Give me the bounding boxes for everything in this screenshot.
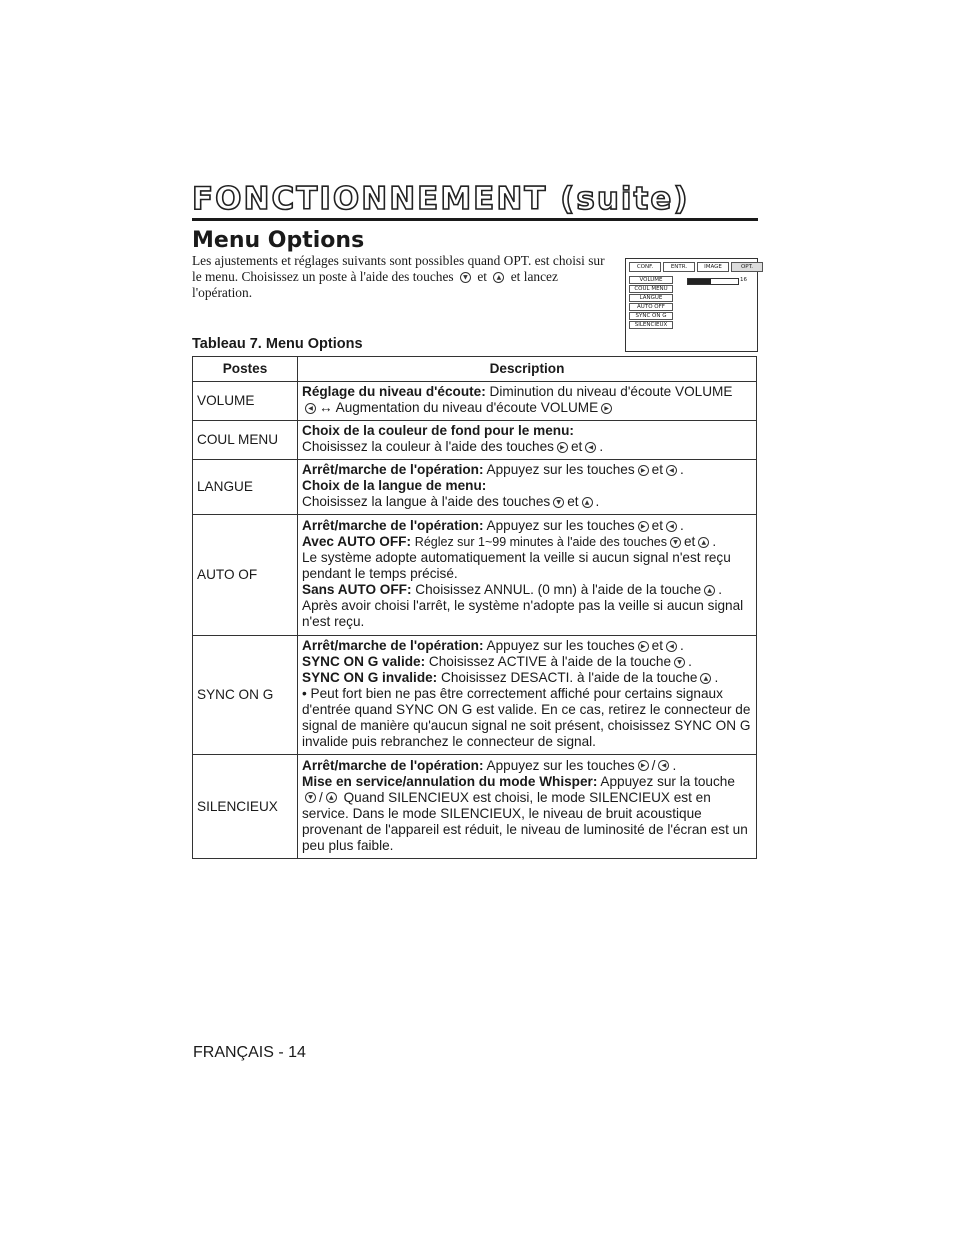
header-description: Description xyxy=(298,357,757,382)
row-name: LANGUE xyxy=(193,460,298,515)
text: Augmentation du niveau d'écoute VOLUME xyxy=(335,400,599,415)
osd-tab-entr: ENTR. xyxy=(663,262,695,272)
arrow-right-icon: ▶ xyxy=(601,403,612,414)
text: et xyxy=(651,518,663,533)
text: Quand SILENCIEUX est choisi, le mode SILENCIEUX est en service. Dans le mode SILENCIEUX, le niveau de bruit acoustique provenant de l'appareil est réduit, le niveau de luminosité de l'écran est un peu plus faible. xyxy=(302,789,748,853)
section-title: Menu Options xyxy=(192,228,365,253)
text: / xyxy=(319,789,323,805)
table-row xyxy=(193,515,757,636)
osd-item-langue: LANGUE xyxy=(629,294,673,302)
arrow-up-icon: ▲ xyxy=(582,497,593,508)
row-description: Arrêt/marche de l'opération: Appuyez sur les touches ▶ et ◀ . SYNC ON G valide: Choisissez ACTIVE à l'aide de la touche ▼ . SYNC ON G invalide: Choisissez DESACTI. à l'aide de la touche ▲ . • Peut fort bien ne pas être correctement affiché pour certains signaux d'entrée quand SYNC ON G est valide. En ce cas, retirez le connecteur de signal de manière qu'aucun signal ne soit présent, choisissez SYNC ON G invalide puis rebranchez le connecteur de signal. xyxy=(298,636,757,755)
text: Choisissez la couleur à l'aide des touches xyxy=(302,439,554,454)
osd-tab-opt: OPT. xyxy=(731,262,763,272)
arrow-right-icon: ▶ xyxy=(638,641,649,652)
row-name: SILENCIEUX xyxy=(193,755,298,859)
bold-label: Choix de la langue de menu: xyxy=(302,478,487,493)
text: et xyxy=(651,462,663,477)
text: / xyxy=(651,757,656,773)
arrow-right-icon: ▶ xyxy=(638,521,649,532)
arrow-up-icon: ▲ xyxy=(704,585,715,596)
row-description: Arrêt/marche de l'opération: Appuyez sur les touches ▶ et ◀ . Avec AUTO OFF: Réglez sur 1~99 minutes à l'aide des touches ▼ et ▲ . Le système adopte automatiquement la veille si aucun signal n'est reçu pendant le temps précisé. Sans AUTO OFF: Choisissez ANNUL. (0 mn) à l'aide de la touche ▲ . Après avoir choisi l'arrêt, le système n'adopte pas la veille si aucun signal n'est reçu. xyxy=(298,515,757,636)
intro-text-2: et lancez l'opération. xyxy=(192,269,558,300)
bold-label: Avec AUTO OFF: xyxy=(302,534,412,549)
intro-text-1: Les ajustements et réglages suivants sont possibles quand OPT. est choisi sur le menu. Choisissez un poste à l'aide des touches xyxy=(192,253,605,284)
osd-tab-conf: CONF. xyxy=(629,262,661,272)
text: Appuyez sur les touches xyxy=(486,518,635,533)
bold-label: Mise en service/annulation du mode Whisper: xyxy=(302,773,598,789)
osd-volume-value: 16 xyxy=(740,277,747,283)
options-table xyxy=(192,356,757,859)
page-title: FONCTIONNEMENT (suite) xyxy=(192,181,690,217)
osd-item-auto-off: AUTO OFF xyxy=(629,303,673,311)
osd-item-volume: VOLUME xyxy=(629,276,673,284)
arrow-up-icon: ▲ xyxy=(493,272,504,283)
arrow-up-icon: ▲ xyxy=(326,792,337,803)
bold-label: Réglage du niveau d'écoute: xyxy=(302,384,486,399)
row-description: Arrêt/marche de l'opération: Appuyez sur les touches ▶ / ◀ . Mise en service/annulation du mode Whisper: Appuyez sur la touche ▼ / ▲ Quand SILENCIEUX est choisi, le mode SILENCIEUX est en service. Dans le mode SILENCIEUX, le niveau de bruit acoustique provenant de l'appareil est réduit, le niveau de luminosité de l'écran est un peu plus faible. xyxy=(298,755,757,859)
text: Le système adopte automatiquement la veille si aucun signal n'est reçu pendant le temps précisé. xyxy=(302,550,731,581)
text: et xyxy=(567,494,579,509)
arrow-down-icon: ▼ xyxy=(670,537,681,548)
arrow-up-icon: ▲ xyxy=(698,537,709,548)
table-caption: Tableau 7. Menu Options xyxy=(192,336,363,352)
bold-label: SYNC ON G invalide: xyxy=(302,670,438,685)
table-row xyxy=(193,755,757,859)
row-name: COUL MENU xyxy=(193,421,298,460)
text: Appuyez sur les touches xyxy=(486,757,635,773)
table-header-row xyxy=(193,357,757,382)
arrow-left-icon: ◀ xyxy=(666,641,677,652)
row-description: Choix de la couleur de fond pour le menu: Choisissez la couleur à l'aide des touches ▶ et ◀ . xyxy=(298,421,757,460)
text: Choisissez ANNUL. (0 mn) à l'aide de la touche xyxy=(415,582,702,597)
osd-item-coul-menu: COUL MENU xyxy=(629,285,673,293)
text: Diminution du niveau d'écoute VOLUME xyxy=(489,384,733,399)
osd-menu-illustration xyxy=(625,258,758,352)
text: Appuyez sur les touches xyxy=(486,638,635,653)
osd-volume-bar xyxy=(687,278,739,285)
osd-tab-image: IMAGE xyxy=(697,262,729,272)
table-row xyxy=(193,460,757,515)
table-row xyxy=(193,421,757,460)
intro-paragraph xyxy=(192,253,612,301)
text: • Peut fort bien ne pas être correctement affiché pour certains signaux d'entrée quand SYNC ON G est valide. En ce cas, retirez le connecteur de signal de manière qu'aucun signal ne soit présent, choisissez SYNC ON G invalide puis rebranchez le connecteur de signal. xyxy=(302,686,751,749)
bold-label: Choix de la couleur de fond pour le menu: xyxy=(302,423,574,438)
text: Choisissez ACTIVE à l'aide de la touche xyxy=(428,654,672,669)
bold-label: Arrêt/marche de l'opération: xyxy=(302,638,484,653)
arrow-left-icon: ◀ xyxy=(305,403,316,414)
arrow-down-icon: ▼ xyxy=(553,497,564,508)
arrow-right-icon: ▶ xyxy=(638,760,649,771)
bold-label: Arrêt/marche de l'opération: xyxy=(302,462,484,477)
text: Réglez sur 1~99 minutes à l'aide des touches xyxy=(414,535,667,549)
header-postes: Postes xyxy=(193,357,298,382)
bold-label: Sans AUTO OFF: xyxy=(302,582,412,597)
text: Choisissez la langue à l'aide des touches xyxy=(302,494,551,509)
row-description: Réglage du niveau d'écoute: Diminution du niveau d'écoute VOLUME ◀ ↔ Augmentation du niveau d'écoute VOLUME ▶ xyxy=(298,382,757,421)
arrow-left-icon: ◀ xyxy=(585,442,596,453)
arrow-right-icon: ▶ xyxy=(638,465,649,476)
text: Appuyez sur les touches xyxy=(486,462,635,477)
text: et xyxy=(684,534,696,549)
row-description: Arrêt/marche de l'opération: Appuyez sur les touches ▶ et ◀ . Choix de la langue de menu: Choisissez la langue à l'aide des touches ▼ et ▲ . xyxy=(298,460,757,515)
title-rule xyxy=(192,218,758,221)
arrow-down-icon: ▼ xyxy=(305,792,316,803)
arrow-up-icon: ▲ xyxy=(700,673,711,684)
page-footer: FRANÇAIS - 14 xyxy=(193,1044,306,1061)
text: Après avoir choisi l'arrêt, le système n'adopte pas la veille si aucun signal n'est reçu. xyxy=(302,598,744,629)
bold-label: Arrêt/marche de l'opération: xyxy=(302,518,484,533)
arrow-down-icon: ▼ xyxy=(460,272,471,283)
table-row xyxy=(193,636,757,755)
row-name: SYNC ON G xyxy=(193,636,298,755)
arrow-left-icon: ◀ xyxy=(666,465,677,476)
arrow-down-icon: ▼ xyxy=(674,657,685,668)
text: et xyxy=(570,439,583,454)
row-name: AUTO OF xyxy=(193,515,298,636)
text: et xyxy=(651,638,663,653)
arrow-left-icon: ◀ xyxy=(666,521,677,532)
osd-item-silencieux: SILENCIEUX xyxy=(629,321,673,329)
table-row xyxy=(193,382,757,421)
intro-and: et xyxy=(477,269,488,284)
arrow-right-icon: ▶ xyxy=(557,442,568,453)
row-name: VOLUME xyxy=(193,382,298,421)
osd-item-sync-on-g: SYNC ON G xyxy=(629,312,673,320)
bold-label: Arrêt/marche de l'opération: xyxy=(302,757,484,773)
osd-volume-fill xyxy=(688,279,711,284)
text: Appuyez sur la touche xyxy=(600,773,735,789)
text: Choisissez DESACTI. à l'aide de la touche xyxy=(441,670,698,685)
bold-label: SYNC ON G valide: xyxy=(302,654,426,669)
arrow-left-icon: ◀ xyxy=(658,760,669,771)
